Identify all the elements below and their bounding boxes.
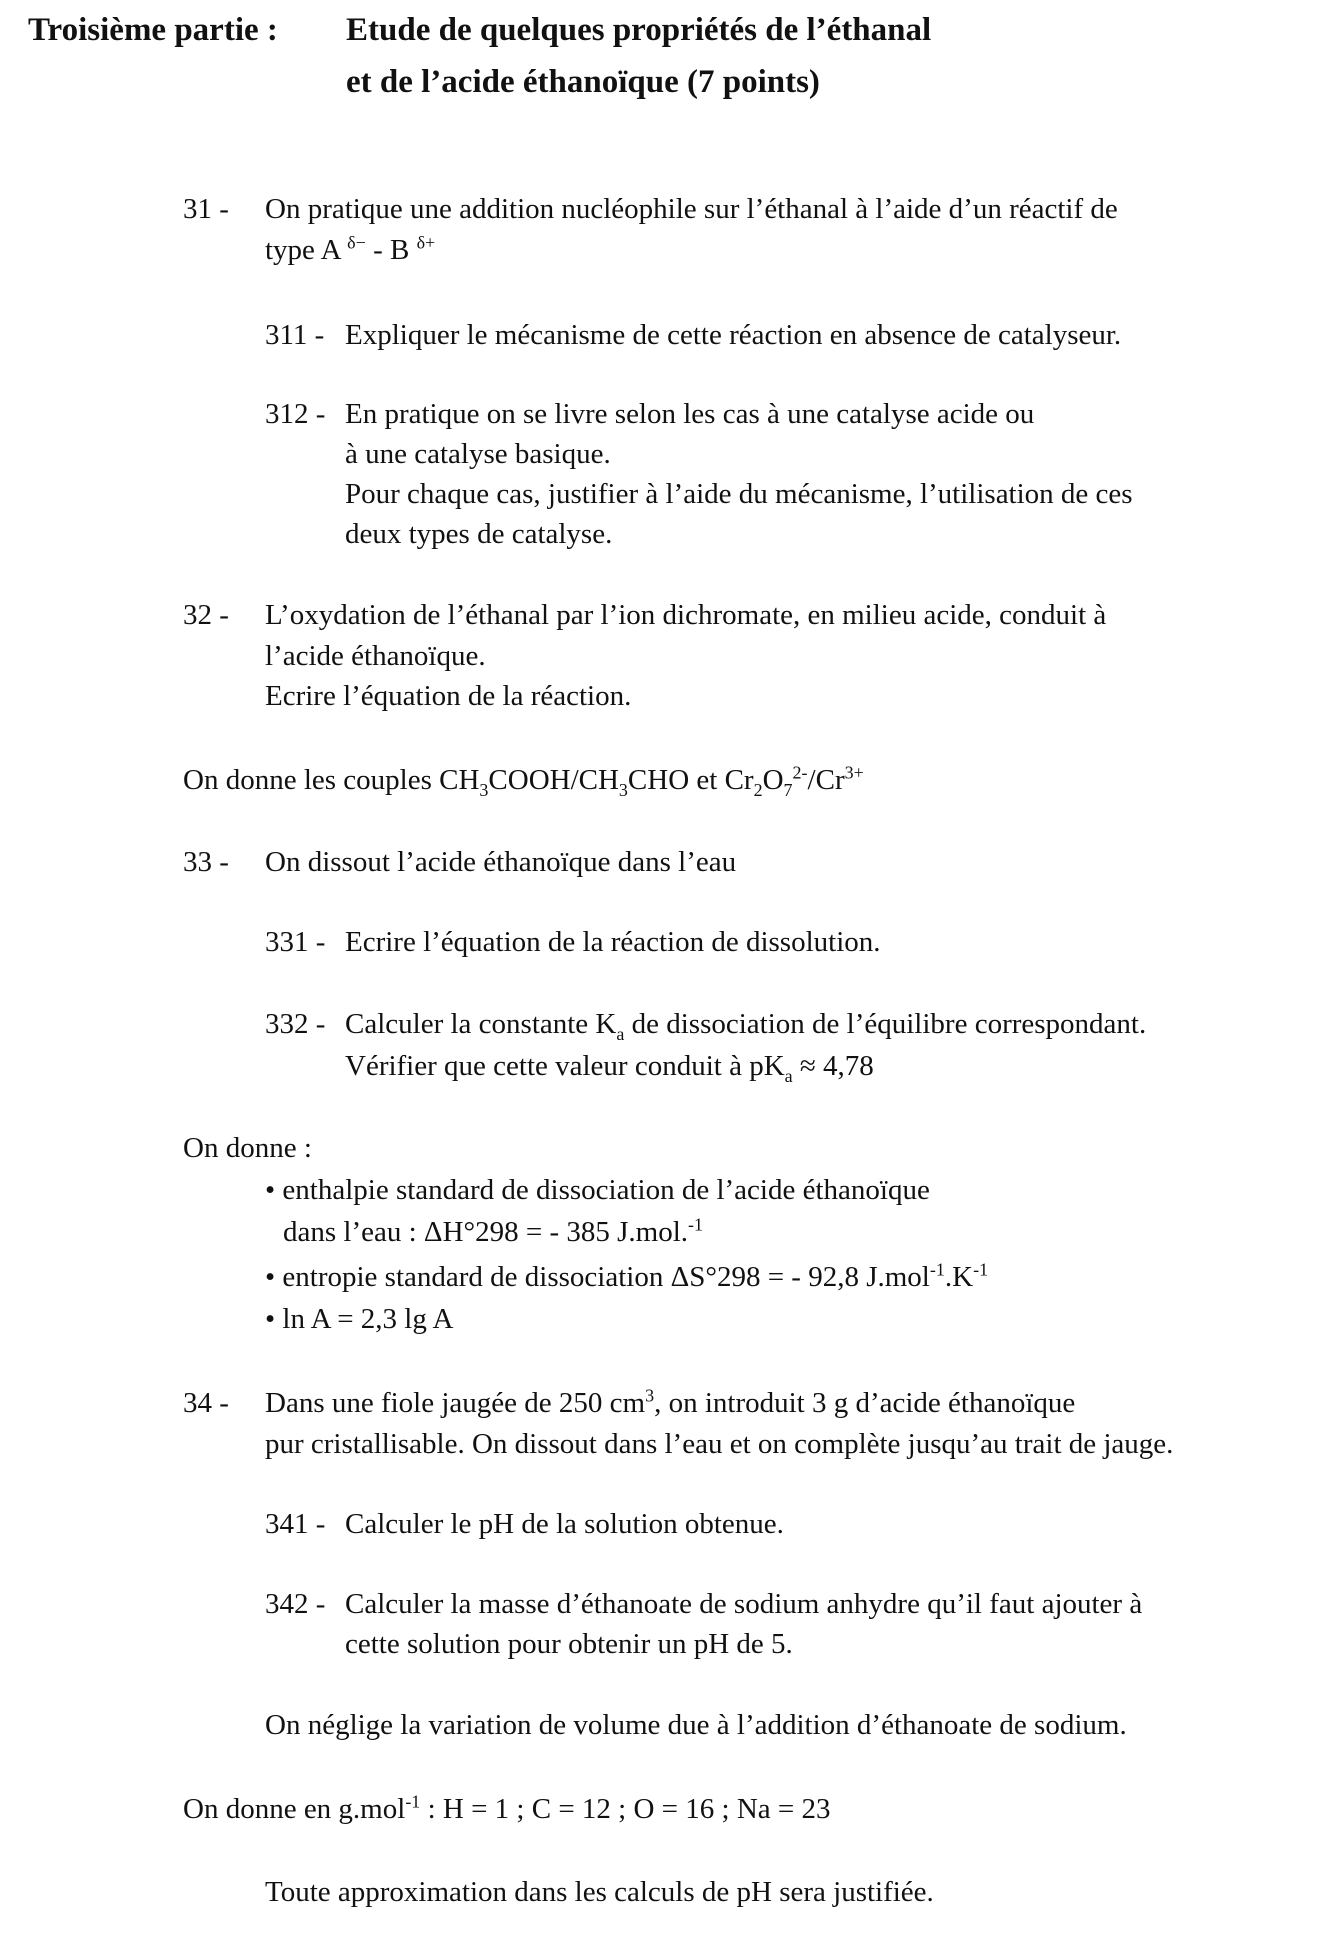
q31-line2: type A $^{\delta-}$ - B $^{\delta+}$ (265, 232, 436, 266)
q332-line1: Calculer la constante $K_a$ de dissociation de l’équilibre correspondant. (345, 1008, 1147, 1044)
q331-text: Ecrire l’équation de la réaction de dissolution. (345, 926, 881, 958)
given-enthalpy-line1: • enthalpie standard de dissociation de l’acide éthanoïque (265, 1174, 930, 1206)
q312-line1: En pratique on se livre selon les cas à une catalyse acide ou (345, 398, 1035, 430)
given-entropy: • entropie standard de dissociation ΔS°298 = - 92,8 $J.mol^{-1}.K^{-1}$ (265, 1259, 989, 1293)
q31-number: 31 - (183, 193, 229, 225)
q331-number: 331 - (265, 926, 326, 958)
q312-line2: à une catalyse basique. (345, 438, 611, 470)
q34-number: 34 - (183, 1387, 229, 1419)
q33-text: On dissout l’acide éthanoïque dans l’eau (265, 846, 737, 878)
q312-line4: deux types de catalyse. (345, 518, 613, 550)
q341-number: 341 - (265, 1508, 326, 1540)
section-title-line1: Etude de quelques propriétés de l’éthanal (346, 12, 932, 48)
q342-line1: Calculer la masse d’éthanoate de sodium anhydre qu’il faut ajouter à (345, 1588, 1143, 1620)
part-label: Troisième partie : (28, 12, 278, 48)
approximation-note: Toute approximation dans les calculs de pH sera justifiée. (265, 1876, 934, 1908)
q312-number: 312 - (265, 398, 326, 430)
q32-line2: l’acide éthanoïque. (265, 640, 486, 672)
given-data-heading: On donne : (183, 1132, 312, 1164)
q341-text: Calculer le pH de la solution obtenue. (345, 1508, 784, 1540)
q342-number: 342 - (265, 1588, 326, 1620)
redox-couples: On donne les couples $CH_3COOH/CH_3CHO$ et $Cr_2O_7^{2-}/Cr^{3+}$ (183, 762, 864, 800)
molar-masses: On donne en g.mol$^{-1}$ : H = 1 ; C = 12 ; O = 16 ; Na = 23 (183, 1791, 831, 1825)
section-title-line2: et de l’acide éthanoïque (7 points) (346, 64, 820, 100)
q32-line3: Ecrire l’équation de la réaction. (265, 680, 632, 712)
q32-line1: L’oxydation de l’éthanal par l’ion dichromate, en milieu acide, conduit à (265, 599, 1107, 631)
q332-number: 332 - (265, 1008, 326, 1040)
q332-line2: Vérifier que cette valeur conduit à $pK_a \approx 4,78$ (345, 1050, 874, 1086)
q34-line1: Dans une fiole jaugée de 250 $cm^3$, on introduit 3 g d’acide éthanoïque (265, 1385, 1076, 1419)
q312-line3: Pour chaque cas, justifier à l’aide du mécanisme, l’utilisation de ces (345, 478, 1133, 510)
q31-line1: On pratique une addition nucléophile sur l’éthanal à l’aide d’un réactif de (265, 193, 1118, 225)
q32-number: 32 - (183, 599, 229, 631)
q34-line2: pur cristallisable. On dissout dans l’eau et on complète jusqu’au trait de jauge. (265, 1428, 1174, 1460)
q33-number: 33 - (183, 846, 229, 878)
q311-text: Expliquer le mécanisme de cette réaction en absence de catalyseur. (345, 319, 1122, 351)
given-ln-relation: • ln A = 2,3 lg A (265, 1303, 454, 1335)
given-enthalpy-line2: dans l’eau : ΔH°298 = - 385 J.mol.$^{-1}$ (283, 1214, 704, 1248)
q311-number: 311 - (265, 319, 325, 351)
volume-note: On néglige la variation de volume due à l’addition d’éthanoate de sodium. (265, 1709, 1127, 1741)
q342-line2: cette solution pour obtenir un pH de 5. (345, 1628, 793, 1660)
